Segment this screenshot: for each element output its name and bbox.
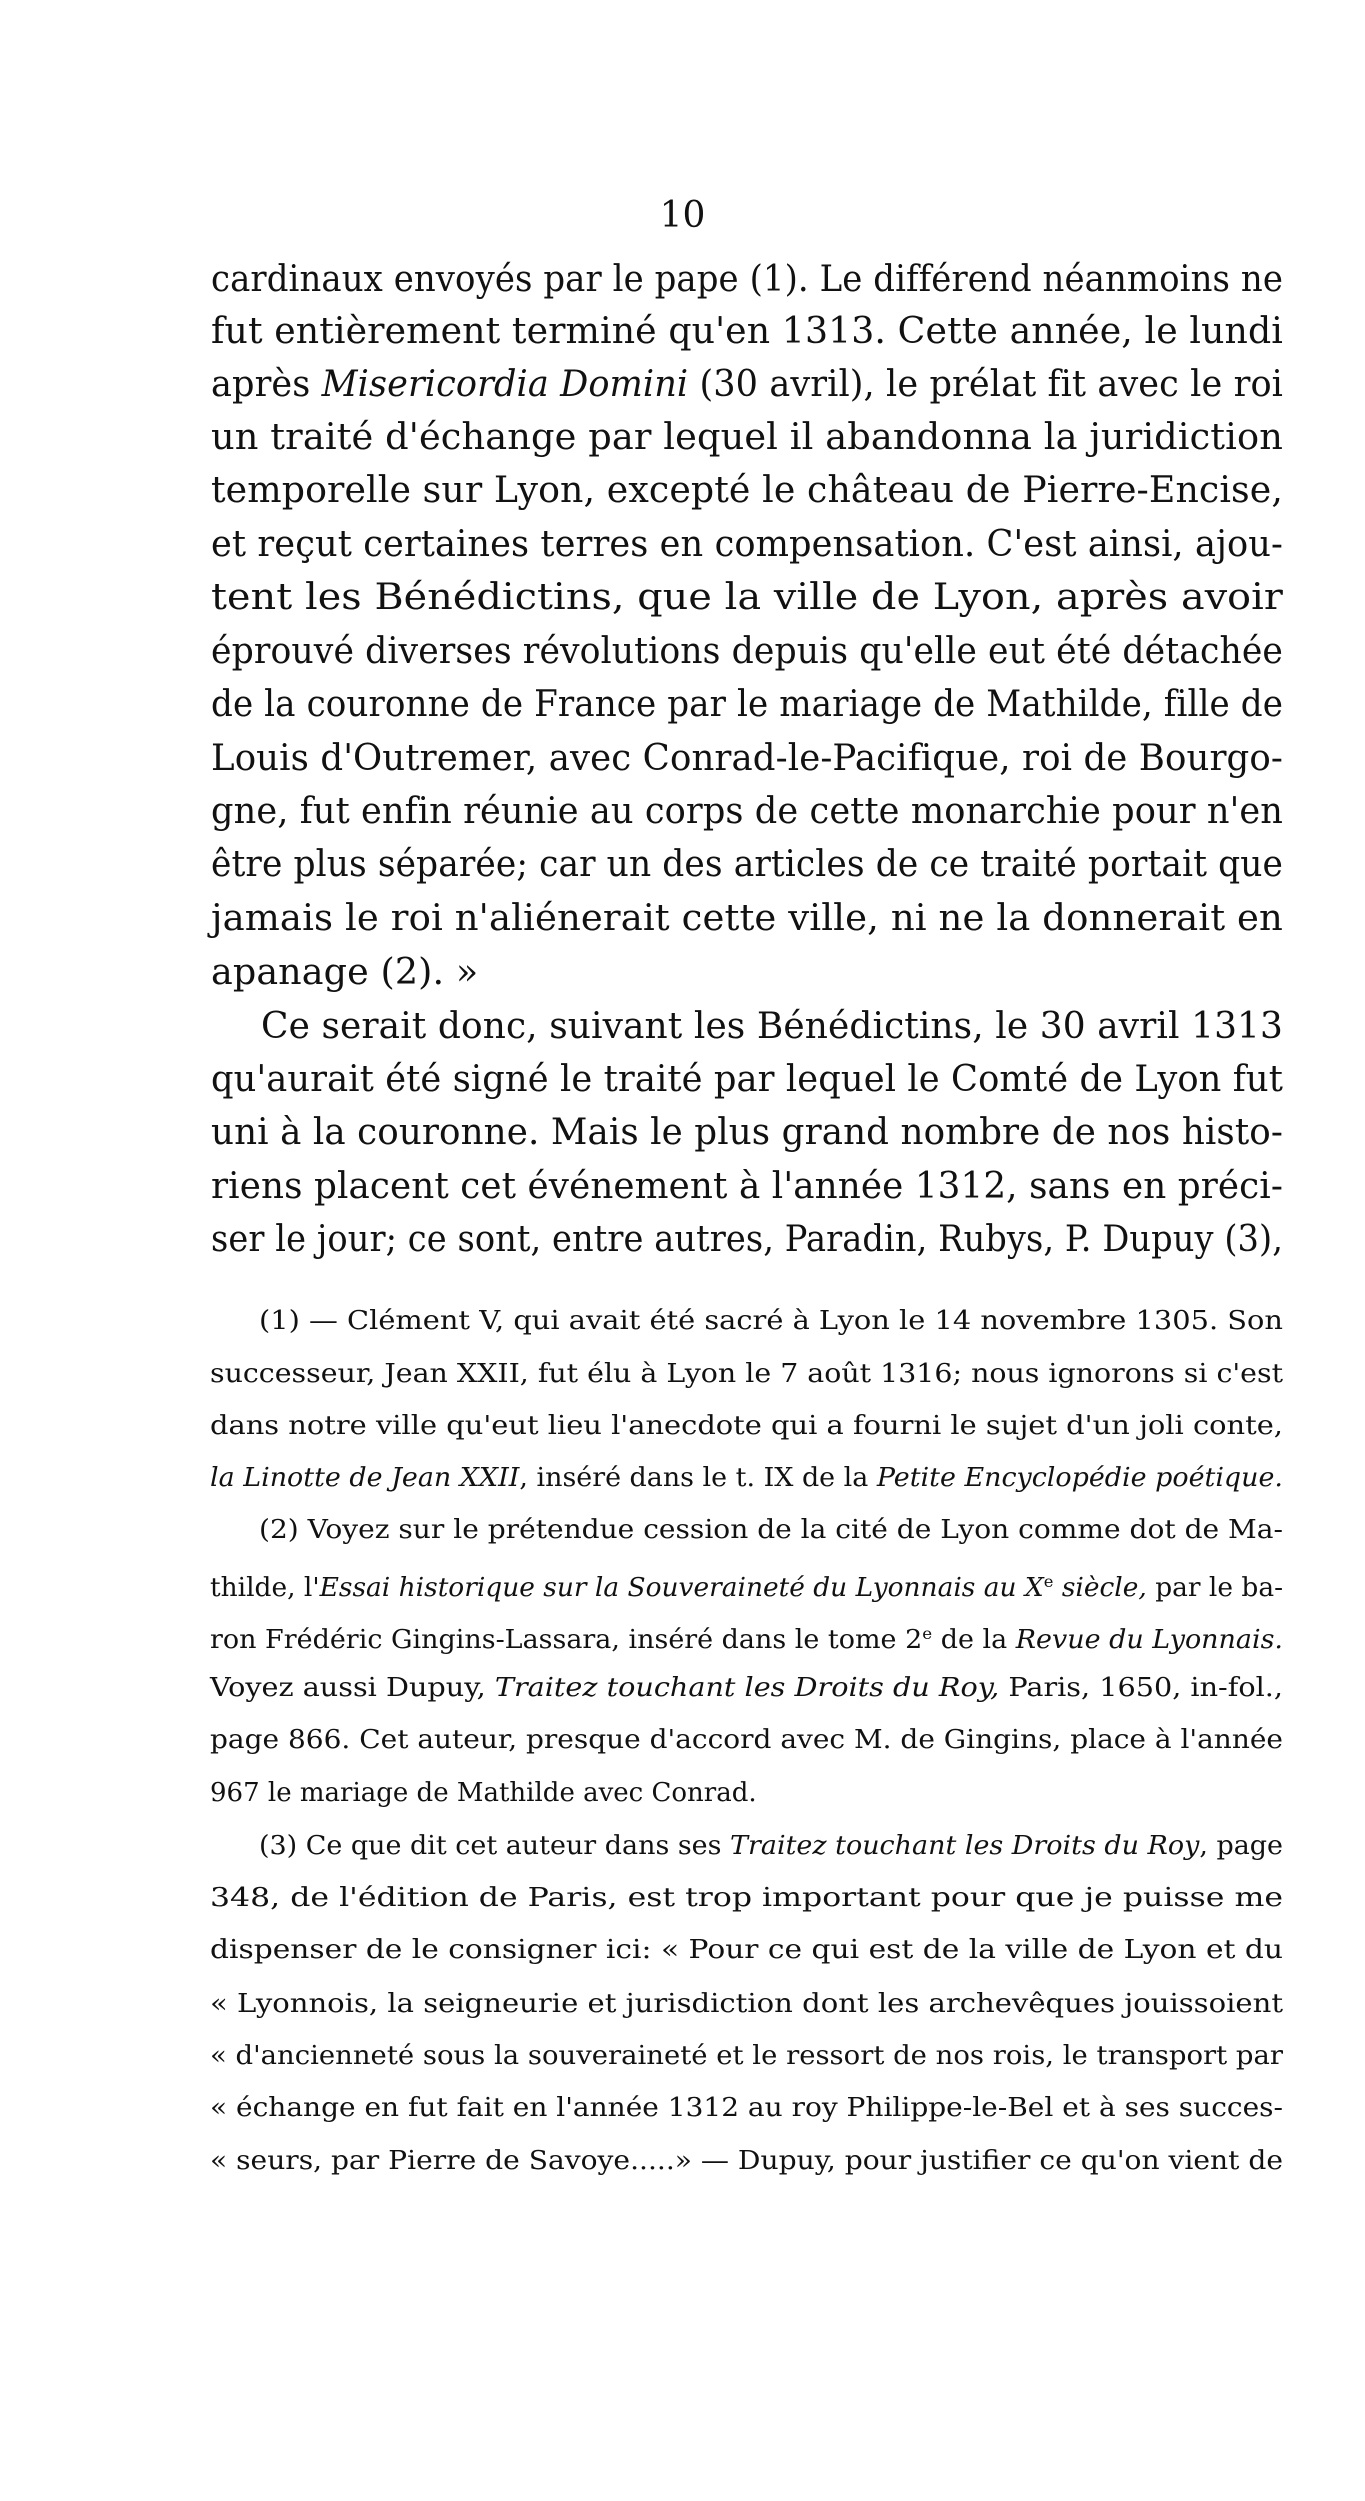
text-run: ron Frédéric Gingins-Lassara, inséré dans le tome 2 — [210, 1624, 923, 1655]
text-run: « Lyonnois, la seigneurie et jurisdiction dont les archevêques jouissoient — [210, 1989, 1283, 2019]
text-run: temporelle sur Lyon, excepté le château de Pierre-Encise, — [211, 468, 1283, 511]
body-line — [211, 734, 1283, 782]
text-run: (30 avril), le prélat fit avec le roi — [688, 362, 1283, 405]
text-run: , inséré dans le t. IX de la — [519, 1463, 877, 1493]
text-run: uni à la couronne. Mais le plus grand nombre de nos histo- — [211, 1110, 1283, 1153]
text-run: fut entièrement terminé qu'en 1313. Cette année, le lundi — [211, 309, 1283, 352]
italic-run: Essai historique sur la Souveraineté du Lyonnais au X — [319, 1572, 1044, 1603]
body-line — [211, 1215, 1283, 1263]
text-run: Louis d'Outremer, avec Conrad-le-Pacifique, roi de Bourgo- — [211, 736, 1283, 779]
text-run: « d'ancienneté sous la souveraineté et le ressort de nos rois, le transport par — [210, 2041, 1283, 2071]
text-run: (2) Voyez sur le prétendue cession de la cité de Lyon comme dot de Ma- — [259, 1515, 1283, 1545]
body-line — [211, 466, 1283, 514]
text-run: tent les Bénédictins, que la ville de Lyon, après avoir — [211, 575, 1283, 618]
body-line — [211, 413, 1283, 461]
body-line — [211, 680, 1283, 728]
page-number: 10 — [659, 195, 706, 236]
body-line — [211, 573, 1283, 621]
body-line — [211, 948, 478, 996]
text-run: apanage (2). » — [211, 950, 479, 993]
italic-run: Traitez touchant les Droits du Roy — [730, 1831, 1200, 1861]
text-run: de la — [932, 1624, 1016, 1655]
text-run: par le ba- — [1146, 1572, 1283, 1603]
footnotes-line — [210, 1616, 1283, 1658]
text-run: thilde, l' — [210, 1572, 320, 1603]
text-run: « seurs, par Pierre de Savoye.....» — Dupuy, pour justifier ce qu'on vient de — [210, 2146, 1283, 2176]
footnotes-line — [210, 1408, 1283, 1444]
body-line — [211, 307, 1283, 355]
body-line — [211, 255, 1283, 303]
body-line — [211, 360, 1283, 408]
italic-run: Misericordia Domini — [321, 362, 689, 405]
footnotes-line — [259, 1512, 1283, 1548]
text-run: dispenser de le consigner ici: « Pour ce qui est de la ville de Lyon et du — [210, 1935, 1283, 1965]
text-run: gne, fut enfin réunie au corps de cette monarchie pour n'en — [211, 789, 1283, 832]
text-run: (3) Ce que dit cet auteur dans ses — [259, 1831, 731, 1861]
text-run: être plus séparée; car un des articles de ce traité portait que — [211, 842, 1283, 885]
footnotes-line — [210, 1722, 1283, 1758]
body-line — [211, 1162, 1283, 1210]
text-run: Paris, 1650, in-fol., — [999, 1673, 1283, 1703]
superscript: e — [1043, 1572, 1054, 1591]
text-run: 967 le mariage de Mathilde avec Conrad. — [210, 1778, 757, 1808]
body-line — [261, 1002, 1283, 1050]
footnotes-line — [210, 2143, 1283, 2179]
text-run: page 866. Cet auteur, presque d'accord avec M. de Gingins, place à l'année — [210, 1725, 1283, 1755]
text-run: éprouvé diverses révolutions depuis qu'elle eut été détachée — [211, 629, 1283, 672]
body-line — [211, 1055, 1283, 1103]
footnotes-line — [210, 1564, 1283, 1606]
footnotes-line — [210, 1775, 757, 1811]
italic-run: siècle, — [1053, 1572, 1147, 1603]
italic-run: Revue du Lyonnais. — [1015, 1624, 1283, 1655]
text-run: après — [211, 362, 322, 405]
footnotes-line — [210, 1986, 1283, 2022]
footnotes-line — [210, 1670, 1283, 1706]
text-run: successeur, Jean XXII, fut élu à Lyon le 7 août 1316; nous ignorons si c'est — [210, 1359, 1283, 1389]
footnotes-line — [210, 1880, 1283, 1916]
text-run: Ce serait donc, suivant les Bénédictins, le 30 avril 1313 — [261, 1004, 1283, 1047]
text-run: dans notre ville qu'eut lieu l'anecdote qui a fourni le sujet d'un joli conte, — [210, 1411, 1283, 1441]
footnotes-line — [210, 2038, 1283, 2074]
text-run: , page — [1199, 1831, 1283, 1861]
body-line — [211, 894, 1283, 942]
body-line — [211, 520, 1283, 568]
body-line — [211, 787, 1283, 835]
text-run: « échange en fut fait en l'année 1312 au roy Philippe-le-Bel et à ses succes- — [210, 2093, 1283, 2123]
text-run: riens placent cet événement à l'année 1312, sans en préci- — [211, 1164, 1283, 1207]
footnotes-line — [210, 1356, 1283, 1392]
text-run: cardinaux envoyés par le pape (1). Le différend néanmoins ne — [211, 257, 1283, 300]
italic-run: la Linotte de Jean XXII — [210, 1463, 520, 1493]
italic-run: Petite Encyclopédie poétique. — [876, 1463, 1283, 1493]
text-run: (1) — Clément V, qui avait été sacré à Lyon le 14 novembre 1305. Son — [259, 1306, 1283, 1336]
text-run: 348, de l'édition de Paris, est trop important pour que je puisse me — [210, 1883, 1283, 1913]
italic-run: Traitez touchant les Droits du Roy, — [494, 1673, 1000, 1703]
body-line — [211, 627, 1283, 675]
footnotes-line — [210, 1932, 1283, 1968]
footnotes-line — [210, 2090, 1283, 2126]
footnotes-line — [259, 1303, 1283, 1339]
text-run: ser le jour; ce sont, entre autres, Paradin, Rubys, P. Dupuy (3), — [211, 1217, 1283, 1260]
text-run: qu'aurait été signé le traité par lequel le Comté de Lyon fut — [211, 1057, 1283, 1100]
text-run: un traité d'échange par lequel il abandonna la juridiction — [211, 415, 1283, 458]
text-run: jamais le roi n'aliénerait cette ville, ni ne la donnerait en — [211, 896, 1283, 939]
text-run: et reçut certaines terres en compensation. C'est ainsi, ajou- — [211, 522, 1283, 565]
body-line — [211, 1108, 1283, 1156]
footnotes-line — [259, 1828, 1283, 1864]
text-run: de la couronne de France par le mariage de Mathilde, fille de — [211, 682, 1283, 725]
superscript: e — [922, 1624, 933, 1643]
body-line — [211, 840, 1283, 888]
text-run: Voyez aussi Dupuy, — [210, 1673, 495, 1703]
footnotes-line — [210, 1460, 1283, 1496]
